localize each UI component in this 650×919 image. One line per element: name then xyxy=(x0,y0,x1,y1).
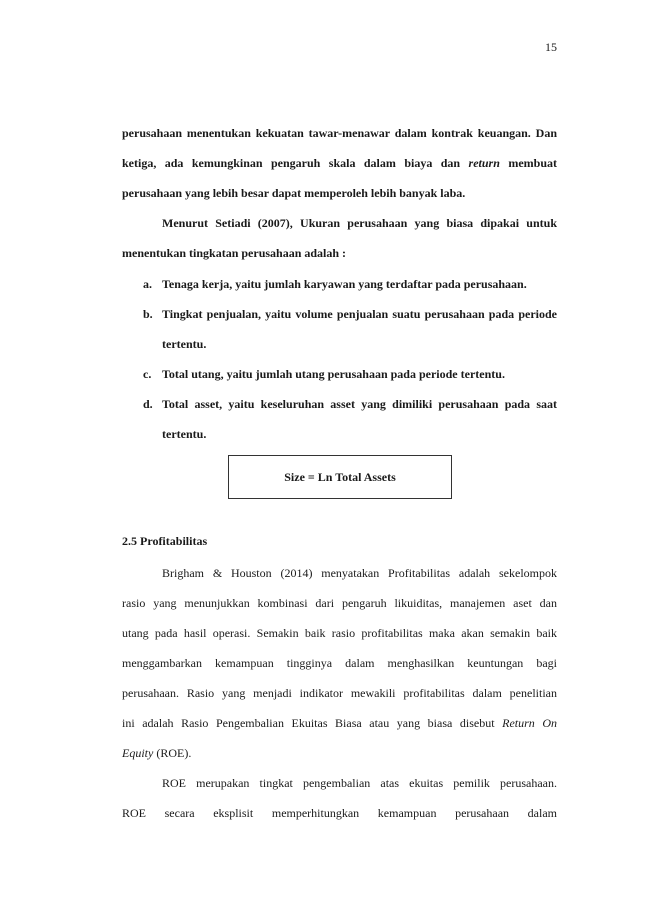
list-marker-d: d. xyxy=(143,397,153,411)
para3-line5: perusahaan. Rasio yang menjadi indikator mewakili profitabilitas dalam penelitian xyxy=(122,686,557,700)
list-item-a-line1: Tenaga kerja, yaitu jumlah karyawan yang terdaftar pada perusahaan. xyxy=(162,277,527,291)
para1-line2: ketiga, ada kemungkinan pengaruh skala dalam biaya dan return membuat xyxy=(122,156,557,170)
para3-line2: rasio yang menunjukkan kombinasi dari pengaruh likuiditas, manajemen aset dan xyxy=(122,596,557,610)
formula-box xyxy=(228,455,452,499)
list-item-b-line2: tertentu. xyxy=(162,337,207,351)
page-number: 15 xyxy=(545,40,557,54)
para2-line2: menentukan tingkatan perusahaan adalah : xyxy=(122,246,347,260)
para4-line1: ROE merupakan tingkat pengembalian atas ekuitas pemilik perusahaan. xyxy=(162,776,557,790)
list-item-c-line1: Total utang, yaitu jumlah utang perusahaan pada periode tertentu. xyxy=(162,367,505,381)
list-marker-c: c. xyxy=(143,367,152,381)
list-item-d-line1: Total asset, yaitu keseluruhan asset yang dimiliki perusahaan pada saat xyxy=(162,397,557,411)
para3-line7: Equity (ROE). xyxy=(122,746,192,760)
para3-line3: utang pada hasil operasi. Semakin baik rasio profitabilitas maka akan semakin baik xyxy=(122,626,557,640)
list-item-d-line2: tertentu. xyxy=(162,427,207,441)
list-marker-b: b. xyxy=(143,307,153,321)
para3-line4: menggambarkan kemampuan tingginya dalam menghasilkan keuntungan bagi xyxy=(122,656,557,670)
para1-line1: perusahaan menentukan kekuatan tawar-menawar dalam kontrak keuangan. Dan xyxy=(122,126,557,140)
section-heading: 2.5 Profitabilitas xyxy=(122,534,208,548)
para4-line2: ROE secara eksplisit memperhitungkan kemampuan perusahaan dalam xyxy=(122,806,557,820)
list-marker-a: a. xyxy=(143,277,152,291)
list-item-b-line1: Tingkat penjualan, yaitu volume penjualan suatu perusahaan pada periode xyxy=(162,307,557,321)
para3-line6: ini adalah Rasio Pengembalian Ekuitas Biasa atau yang biasa disebut Return On xyxy=(122,716,557,730)
para2-line1: Menurut Setiadi (2007), Ukuran perusahaan yang biasa dipakai untuk xyxy=(162,216,557,230)
para3-line1: Brigham & Houston (2014) menyatakan Profitabilitas adalah sekelompok xyxy=(162,566,557,580)
formula-text: Size = Ln Total Assets xyxy=(284,469,396,484)
para1-line3: perusahaan yang lebih besar dapat memperoleh lebih banyak laba. xyxy=(122,186,466,200)
